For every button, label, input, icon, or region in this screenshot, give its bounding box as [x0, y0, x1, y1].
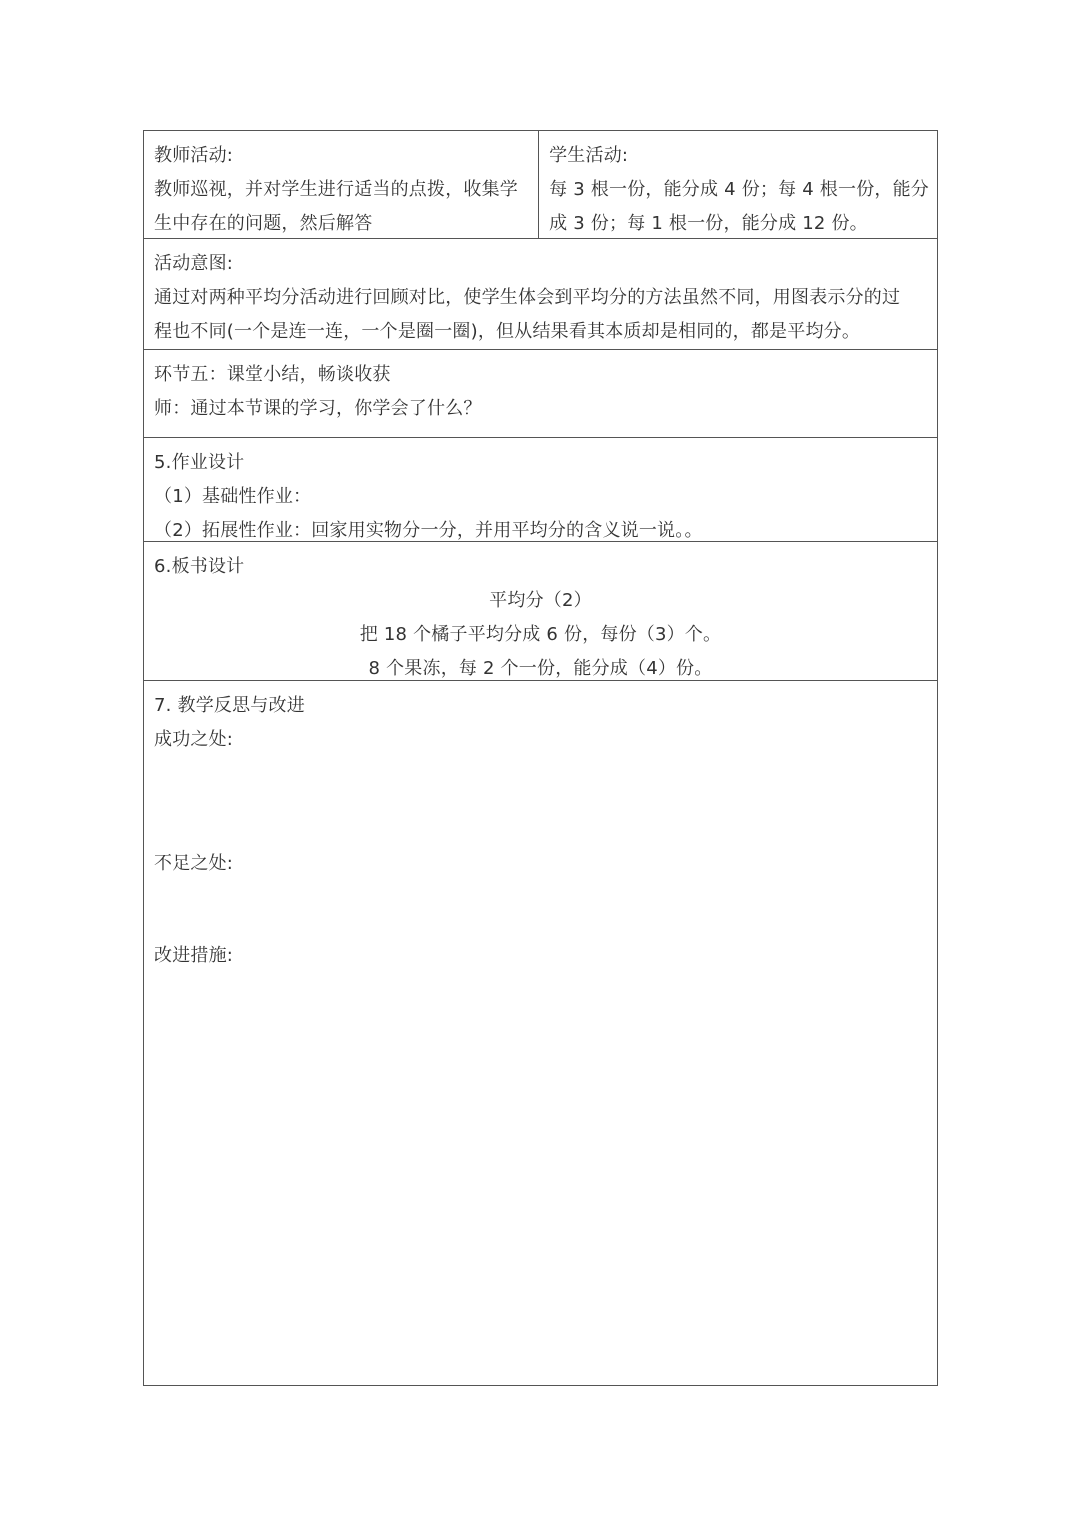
section5-text: 师：通过本节课的学习，你学会了什么？ [154, 398, 482, 419]
section5-heading: 环节五：课堂小结，畅谈收获 [154, 364, 391, 385]
teacher-activity-text-1: 教师巡视，并对学生进行适当的点拨，收集学 [154, 179, 518, 200]
reflection-success-label: 成功之处: [154, 729, 234, 750]
reflection-heading: 7. 教学反思与改进 [154, 695, 305, 716]
board-design-line-1: 把 18 个橘子平均分成 6 份，每份（3）个。 [359, 624, 722, 645]
activity-row [144, 131, 937, 239]
teacher-activity-text-2: 生中存在的问题，然后解答 [154, 213, 373, 234]
reflection-success-space [154, 757, 927, 847]
activity-intent-row [144, 239, 937, 350]
board-design-heading: 6.板书设计 [154, 556, 245, 577]
board-design-line-2: 8 个果冻，每 2 个一份，能分成（4）份。 [368, 658, 713, 679]
homework-item-basic: （1）基础性作业： [154, 486, 312, 507]
student-activity-heading: 学生活动: [549, 145, 629, 166]
reflection-shortcoming-space [154, 881, 927, 939]
reflection-row [144, 681, 937, 1385]
reflection-improvement-label: 改进措施: [154, 945, 234, 966]
activity-intent-text-1: 通过对两种平均分活动进行回顾对比，使学生体会到平均分的方法虽然不同，用图表示分的过 [154, 287, 901, 308]
homework-item-extended: （2）拓展性作业：回家用实物分一分，并用平均分的含义说一说。。 [154, 520, 703, 541]
homework-heading: 5.作业设计 [154, 452, 245, 473]
reflection-shortcoming-label: 不足之处: [154, 853, 234, 874]
section5-row [144, 350, 937, 438]
activity-intent-text-2: 程也不同(一个是连一连，一个是圈一圈)，但从结果看其本质却是相同的，都是平均分。 [154, 321, 861, 342]
teacher-activity-heading: 教师活动: [154, 145, 234, 166]
teacher-activity-cell [144, 131, 539, 238]
board-design-title: 平均分（2） [489, 590, 592, 611]
student-activity-text-2: 成 3 份；每 1 根一份，能分成 12 份。 [549, 213, 868, 234]
activity-intent-heading: 活动意图: [154, 253, 234, 274]
homework-row [144, 438, 937, 542]
student-activity-cell [539, 131, 937, 238]
student-activity-text-1: 每 3 根一份，能分成 4 份；每 4 根一份，能分 [549, 179, 929, 200]
lesson-plan-table [143, 130, 938, 1386]
board-design-row [144, 542, 937, 681]
